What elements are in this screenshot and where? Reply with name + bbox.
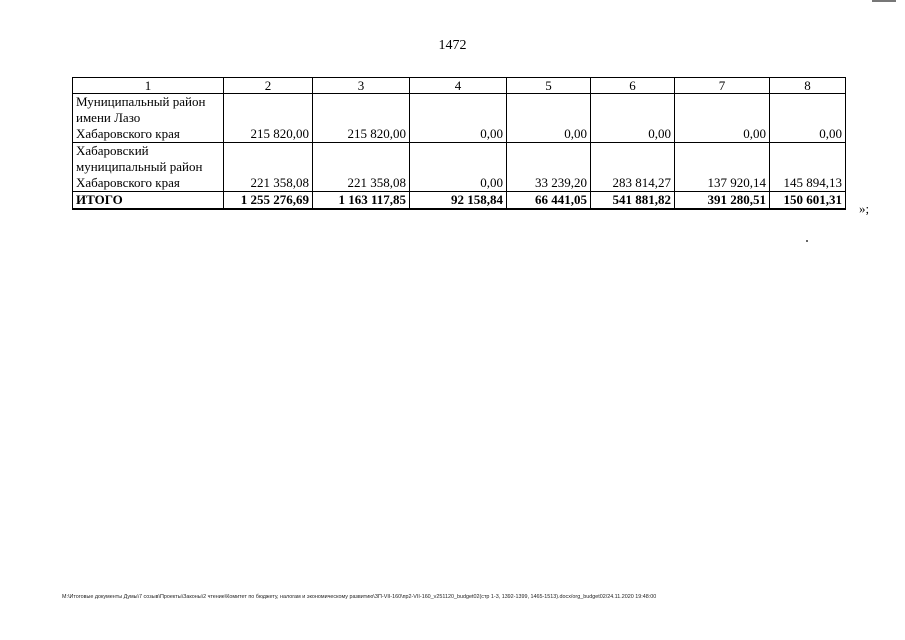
value-cell: 0,00: [410, 143, 507, 192]
value-cell: 0,00: [507, 94, 591, 143]
column-header: 6: [591, 78, 675, 94]
closing-quote-mark: »;: [859, 201, 870, 216]
row-name-line: муниципальный район: [76, 159, 203, 174]
table-header-row: [73, 78, 846, 94]
table-row: [73, 143, 846, 192]
total-value-cell: 541 881,82: [591, 192, 675, 210]
column-header: 7: [675, 78, 770, 94]
value-cell: 215 820,00: [224, 94, 313, 143]
value-cell: 145 894,13: [770, 143, 846, 192]
total-value-cell: 150 601,31: [770, 192, 846, 210]
value-cell: 0,00: [410, 94, 507, 143]
total-row: [73, 192, 846, 210]
value-cell: 0,00: [591, 94, 675, 143]
total-value-cell: 66 441,05: [507, 192, 591, 210]
corner-mark: [872, 0, 896, 2]
total-value-cell: 391 280,51: [675, 192, 770, 210]
row-name-line: Хабаровский: [76, 143, 149, 158]
column-header: 4: [410, 78, 507, 94]
value-cell: 215 820,00: [313, 94, 410, 143]
column-header: 5: [507, 78, 591, 94]
value-cell: 33 239,20: [507, 143, 591, 192]
table-row: [73, 94, 846, 143]
total-value-cell: 1 163 117,85: [313, 192, 410, 210]
column-header: 1: [73, 78, 224, 94]
row-name-cell: [73, 143, 224, 192]
value-cell: 0,00: [675, 94, 770, 143]
column-header: 3: [313, 78, 410, 94]
value-cell: 283 814,27: [591, 143, 675, 192]
value-cell: 221 358,08: [313, 143, 410, 192]
scan-dot: [806, 240, 808, 242]
total-value-cell: 1 255 276,69: [224, 192, 313, 210]
value-cell: 0,00: [770, 94, 846, 143]
column-header: 8: [770, 78, 846, 94]
row-name-cell: [73, 94, 224, 143]
column-header: 2: [224, 78, 313, 94]
value-cell: 137 920,14: [675, 143, 770, 192]
budget-table: [72, 77, 846, 210]
page-number: 1472: [438, 38, 467, 53]
row-name-line: Муниципальный район: [76, 94, 206, 109]
row-name-line: Хабаровского края: [76, 126, 180, 141]
footer-file-path: M:\Итоговые документы Думы\7 созыв\Проекты\Законы\2 чтение\Комитет по бюджету, налогам и экономическому развитию\ЗП-VII-160\пр2-VII-160_v251120_budget02(стр 1-3, 1392-1399, 1465-1513).docx/org_budget02/24.11.2020 19:48:00: [62, 594, 657, 600]
total-label: ИТОГО: [73, 192, 224, 210]
value-cell: 221 358,08: [224, 143, 313, 192]
row-name-line: имени Лазо: [76, 110, 141, 125]
total-value-cell: 92 158,84: [410, 192, 507, 210]
row-name-line: Хабаровского края: [76, 175, 180, 190]
